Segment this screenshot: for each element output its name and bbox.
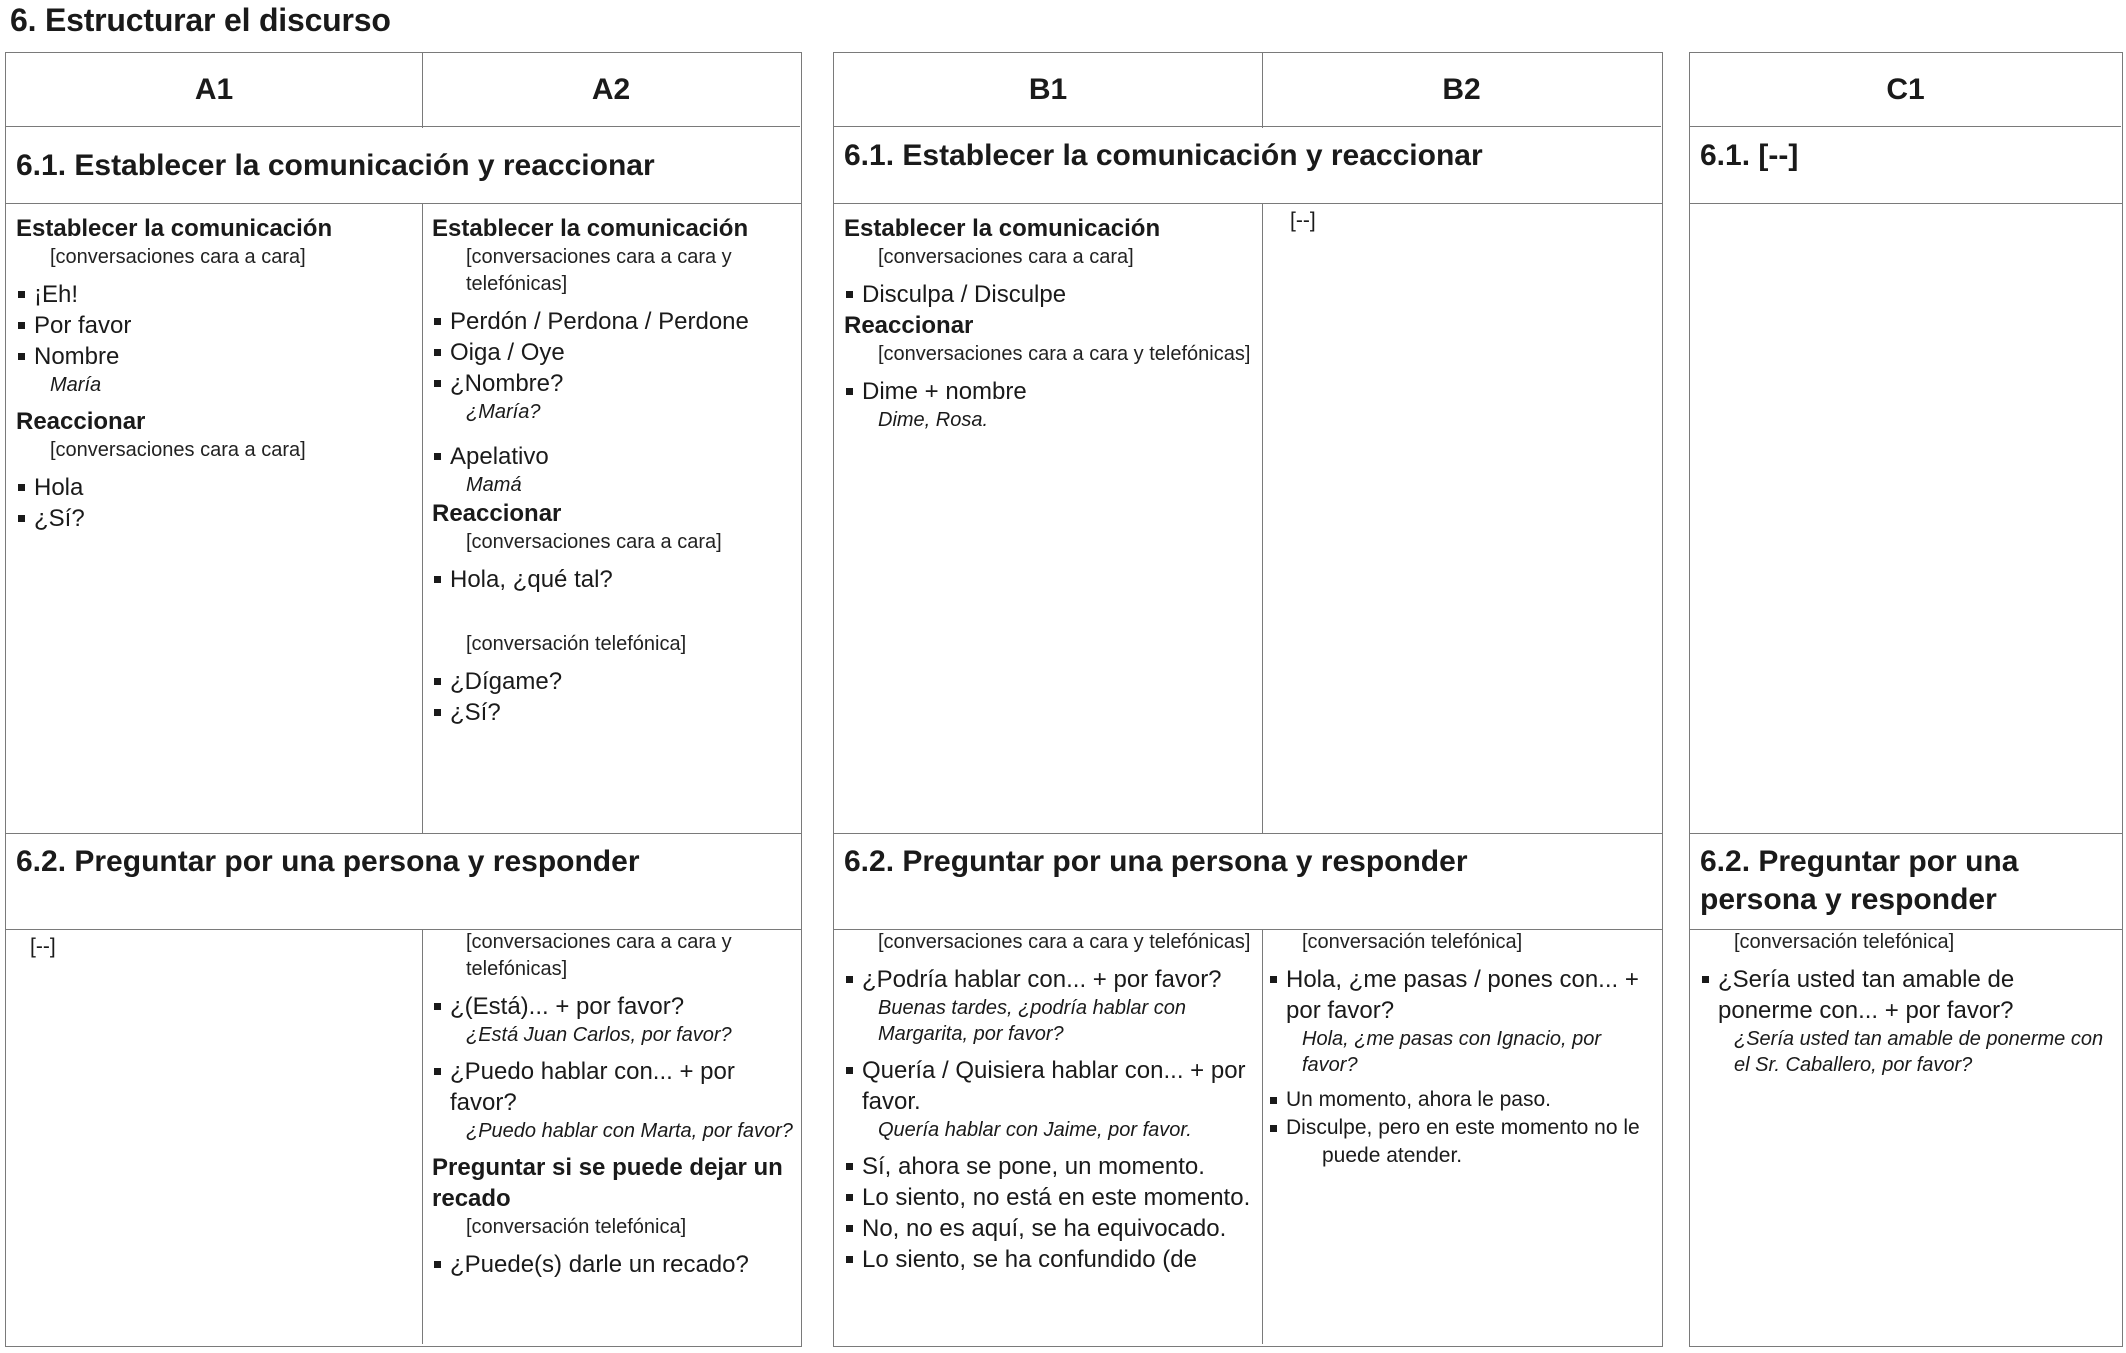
context-note: [conversación telefónica] <box>1734 931 1955 953</box>
bullet-item: Por favor <box>16 310 414 341</box>
cell-a1-6-2 <box>30 933 410 961</box>
bullet-item: Un momento, ahora le paso. <box>1268 1086 1653 1114</box>
bullet-item: Hola, ¿qué tal? <box>432 564 794 595</box>
cell-a1-6-1 <box>16 213 414 534</box>
example-text: Dime, Rosa. <box>878 409 989 431</box>
example-text: María <box>50 374 102 396</box>
example-text: Quería hablar con Jaime, por favor. <box>878 1119 1192 1141</box>
header-c1: C1 <box>1690 53 2121 127</box>
bullet-item: Hola <box>16 472 414 503</box>
block-c <box>1689 52 2123 1347</box>
cell-c1-6-2 <box>1700 929 2112 1078</box>
bullet-item: Disculpa / Disculpe <box>844 279 1254 310</box>
bullet-item: ¿Puedo hablar con... + por favor? <box>432 1056 798 1118</box>
example-text: ¿María? <box>466 401 541 423</box>
header-a1: A1 <box>6 53 422 127</box>
block-a <box>5 52 802 1347</box>
heading: Preguntar si se puede dejar un recado <box>432 1154 783 1212</box>
cell-a2-6-2 <box>432 929 798 1280</box>
context-note: [conversación telefónica] <box>466 633 687 655</box>
cell-b2-6-2 <box>1268 929 1653 1170</box>
heading: Establecer la comunicación <box>844 215 1161 242</box>
bullet-item: ¿Nombre? <box>432 368 794 399</box>
example-text: Buenas tardes, ¿podría hablar con Margarita, por favor? <box>878 997 1186 1045</box>
section-title-6-2-a: 6.2. Preguntar por una persona y responder <box>16 845 640 878</box>
bullet-item: Lo siento, no está en este momento. <box>844 1182 1258 1213</box>
bullet-item: ¿(Está)... + por favor? <box>432 991 798 1022</box>
example-text: ¿Está Juan Carlos, por favor? <box>466 1024 732 1046</box>
block-b <box>833 52 1663 1347</box>
bullet-item: ¿Puede(s) darle un recado? <box>432 1249 798 1280</box>
header-b2: B2 <box>1262 53 1661 127</box>
bullet-item: Hola, ¿me pasas / pones con... + por favor? <box>1268 964 1653 1026</box>
bullet-item: Apelativo <box>432 441 794 472</box>
bullet-item: Nombre <box>16 341 414 372</box>
context-note: [conversaciones cara a cara y telefónicas] <box>878 931 1251 953</box>
header-b1: B1 <box>834 53 1262 127</box>
bullet-item: ¿Dígame? <box>432 666 794 697</box>
bullet-item: ¡Eh! <box>16 279 414 310</box>
heading: Reaccionar <box>844 312 974 339</box>
section-title-6-2-b: 6.2. Preguntar por una persona y responder <box>844 845 1468 878</box>
bullet-item: Quería / Quisiera hablar con... + por favor. <box>844 1055 1258 1117</box>
bullet-item: Dime + nombre <box>844 376 1254 407</box>
section-title-6-1-b: 6.1. Establecer la comunicación y reaccionar <box>844 139 1483 172</box>
bullet-item: Disculpe, pero en este momento no le <box>1268 1114 1653 1142</box>
bullet-item: No, no es aquí, se ha equivocado. <box>844 1213 1258 1244</box>
header-a2: A2 <box>422 53 800 127</box>
cell-b1-6-2 <box>844 929 1258 1275</box>
bullet-item: Sí, ahora se pone, un momento. <box>844 1151 1258 1182</box>
cell-b1-6-1 <box>844 213 1254 433</box>
placeholder-text: [--] <box>30 935 56 958</box>
bullet-item: ¿Sí? <box>432 697 794 728</box>
bullet-item: ¿Sí? <box>16 503 414 534</box>
bullet-item: Oiga / Oye <box>432 337 794 368</box>
heading: Establecer la comunicación <box>432 215 749 242</box>
continuation-text: puede atender. <box>1322 1144 1463 1167</box>
section-title-6-1-a: 6.1. Establecer la comunicación y reaccionar <box>16 149 655 182</box>
section-title-6-1-c: 6.1. [--] <box>1700 139 1799 172</box>
bullet-item: Lo siento, se ha confundido (de <box>844 1244 1258 1275</box>
heading: Establecer la comunicación <box>16 215 333 242</box>
context-note: [conversaciones cara a cara y telefónicas] <box>466 246 732 295</box>
heading: Reaccionar <box>16 408 146 435</box>
placeholder-text: [--] <box>1290 209 1316 232</box>
bullet-item: Perdón / Perdona / Perdone <box>432 306 794 337</box>
context-note: [conversaciones cara a cara] <box>50 246 306 268</box>
context-note: [conversaciones cara a cara] <box>50 439 306 461</box>
bullet-item: ¿Podría hablar con... + por favor? <box>844 964 1258 995</box>
bullet-item: ¿Sería usted tan amable de ponerme con... + por favor? <box>1700 964 2112 1026</box>
context-note: [conversación telefónica] <box>466 1216 687 1238</box>
context-note: [conversaciones cara a cara y telefónicas] <box>878 343 1251 365</box>
page-title: 6. Estructurar el discurso <box>10 2 391 38</box>
example-text: Mamá <box>466 474 522 496</box>
example-text: ¿Sería usted tan amable de ponerme con el Sr. Caballero, por favor? <box>1734 1028 2104 1076</box>
example-text: Hola, ¿me pasas con Ignacio, por favor? <box>1302 1028 1602 1076</box>
example-text: ¿Puedo hablar con Marta, por favor? <box>466 1120 793 1142</box>
cell-b2-6-1 <box>1290 207 1650 235</box>
context-note: [conversaciones cara a cara] <box>878 246 1134 268</box>
heading: Reaccionar <box>432 500 562 527</box>
context-note: [conversaciones cara a cara] <box>466 531 722 553</box>
context-note: [conversaciones cara a cara y telefónicas] <box>466 931 732 980</box>
cell-a2-6-1 <box>432 213 794 728</box>
section-title-6-2-c: 6.2. Preguntar por una persona y responder <box>1700 845 2019 916</box>
context-note: [conversación telefónica] <box>1302 931 1523 953</box>
